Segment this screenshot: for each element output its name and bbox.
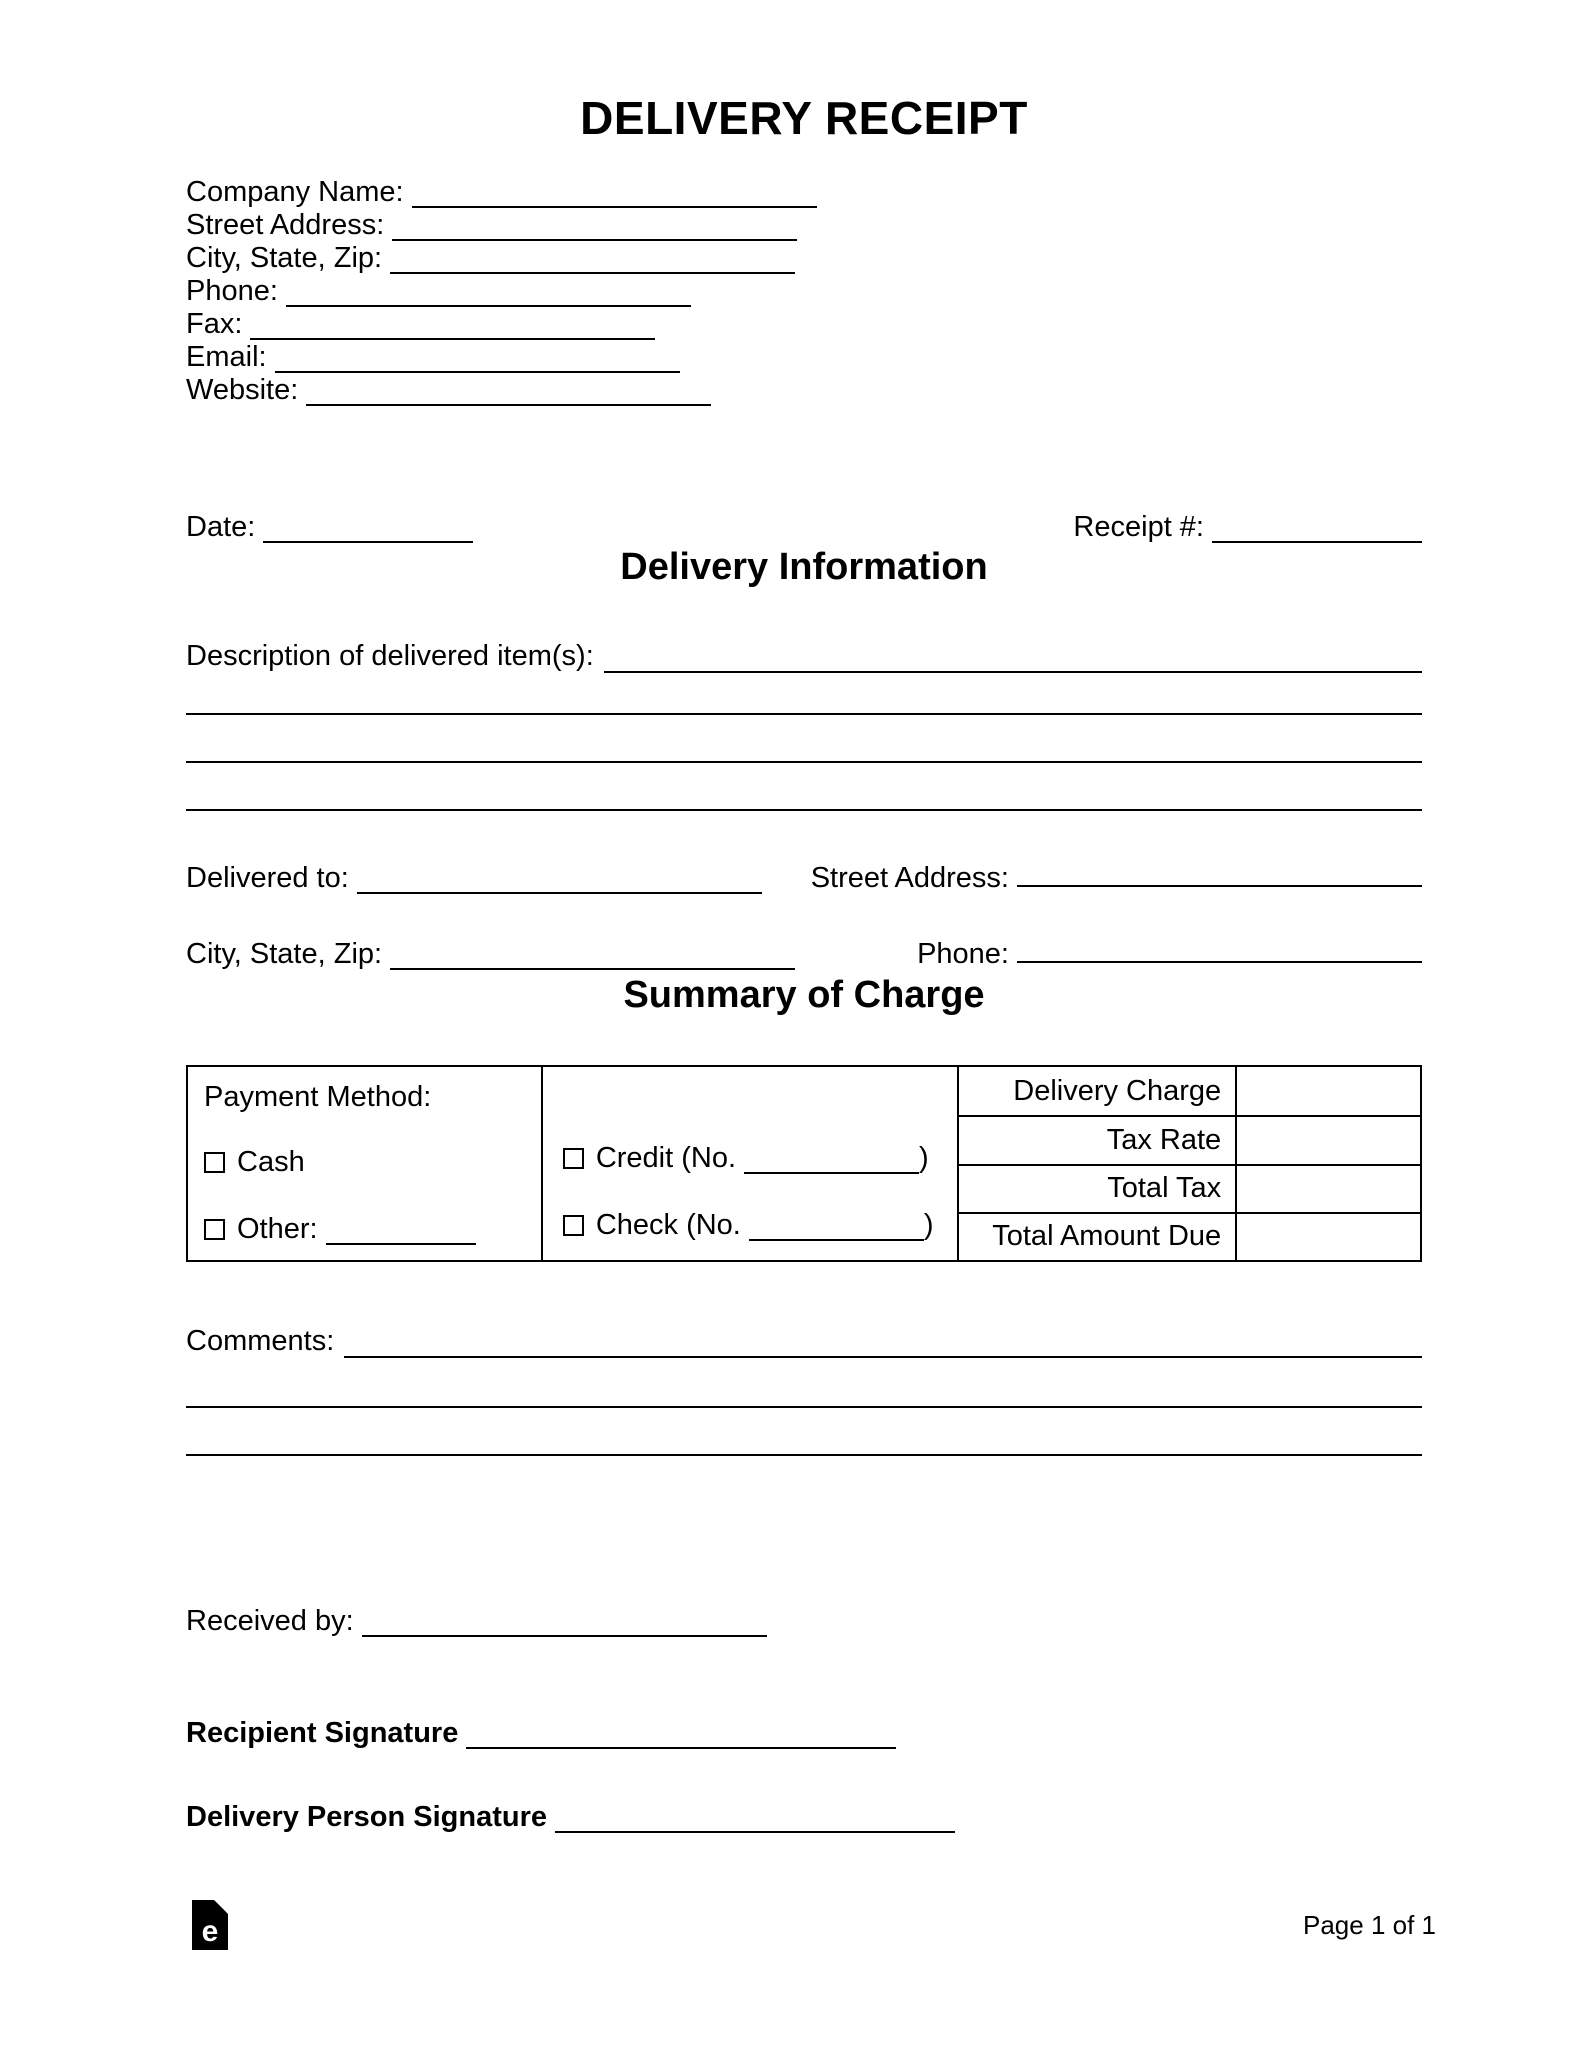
other-checkbox[interactable] <box>204 1219 225 1240</box>
delivery-person-signature-row <box>186 1797 1422 1837</box>
company-phone-label: Phone: <box>186 275 278 307</box>
company-city-state-zip-input-line[interactable] <box>390 246 795 274</box>
company-info-section <box>186 176 1422 407</box>
company-street-address-label: Street Address: <box>186 209 385 241</box>
company-fax-label: Fax: <box>186 308 243 340</box>
received-by-label: Received by: <box>186 1605 354 1637</box>
eforms-logo-letter: e <box>201 1915 219 1948</box>
delivery-person-signature-label: Delivery Person Signature <box>186 1801 548 1833</box>
delivery-street-address-input-line[interactable] <box>1017 859 1422 887</box>
other-label: Other: <box>237 1213 318 1245</box>
description-line-3[interactable] <box>186 715 1422 763</box>
tax-rate-value[interactable] <box>1235 1115 1420 1163</box>
date-receipt-row <box>186 509 1422 545</box>
page-title: DELIVERY RECEIPT <box>580 92 1028 144</box>
page-footer <box>192 1900 1436 1950</box>
other-option <box>204 1213 541 1246</box>
credit-label-suffix: ) <box>919 1142 929 1174</box>
receipt-number-group <box>1073 509 1422 545</box>
total-tax-value[interactable] <box>1235 1164 1420 1212</box>
company-street-address-input-line[interactable] <box>392 213 797 241</box>
credit-option <box>563 1142 957 1175</box>
comments-row <box>186 1322 1422 1360</box>
cash-label: Cash <box>237 1146 305 1178</box>
check-checkbox[interactable] <box>563 1215 584 1236</box>
description-line-2[interactable] <box>186 675 1422 715</box>
delivery-city-state-zip-input-line[interactable] <box>390 942 795 970</box>
page-indicator: Page 1 of 1 <box>1303 1909 1436 1940</box>
delivery-phone-group <box>795 935 1422 973</box>
delivery-charge-value[interactable] <box>1235 1067 1420 1115</box>
company-name-label: Company Name: <box>186 176 404 208</box>
description-row <box>186 637 1422 675</box>
other-input-line[interactable] <box>326 1217 476 1245</box>
delivery-street-address-label: Street Address: <box>810 862 1009 894</box>
received-by-input-line[interactable] <box>362 1609 767 1637</box>
payment-method-cell <box>188 1067 543 1260</box>
delivery-phone-label: Phone: <box>917 938 1009 970</box>
credit-label: Credit (No. <box>595 1142 737 1174</box>
company-email-row <box>186 341 1422 374</box>
comments-input-line[interactable] <box>344 1322 1422 1358</box>
receipt-number-label: Receipt #: <box>1073 511 1204 543</box>
delivery-city-state-zip-group <box>186 935 795 973</box>
tax-rate-label: Tax Rate <box>959 1115 1235 1163</box>
delivery-phone-input-line[interactable] <box>1017 935 1422 963</box>
company-website-input-line[interactable] <box>306 378 711 406</box>
date-label: Date: <box>186 511 256 543</box>
company-phone-input-line[interactable] <box>286 279 691 307</box>
description-line-4[interactable] <box>186 763 1422 811</box>
company-email-label: Email: <box>186 341 267 373</box>
check-label-suffix: ) <box>923 1209 934 1241</box>
received-by-row <box>186 1601 1422 1641</box>
cash-checkbox[interactable] <box>204 1152 225 1173</box>
total-tax-label: Total Tax <box>959 1164 1235 1212</box>
delivered-to-row <box>186 859 1422 897</box>
recipient-signature-row <box>186 1713 1422 1753</box>
description-extra-lines <box>186 675 1422 811</box>
company-fax-row <box>186 308 1422 341</box>
eforms-logo <box>192 1900 228 1950</box>
company-street-address-row <box>186 209 1422 242</box>
recipient-signature-label: Recipient Signature <box>186 1717 459 1749</box>
company-fax-input-line[interactable] <box>250 312 655 340</box>
delivery-city-state-zip-label: City, State, Zip: <box>186 938 383 970</box>
company-email-input-line[interactable] <box>275 345 680 373</box>
comments-extra-lines <box>186 1360 1422 1456</box>
credit-check-cell <box>543 1067 959 1260</box>
description-input-line[interactable] <box>604 637 1422 673</box>
delivery-street-address-group <box>762 859 1422 897</box>
comments-label: Comments: <box>186 1325 335 1357</box>
delivered-to-label: Delivered to: <box>186 862 349 894</box>
company-website-label: Website: <box>186 374 299 406</box>
check-option <box>563 1209 957 1242</box>
delivered-to-input-line[interactable] <box>357 866 762 894</box>
date-group <box>186 509 473 545</box>
company-name-input-line[interactable] <box>412 180 817 208</box>
credit-checkbox[interactable] <box>563 1148 584 1169</box>
recipient-signature-input-line[interactable] <box>466 1721 896 1749</box>
delivered-to-group <box>186 859 762 897</box>
date-input-line[interactable] <box>263 515 473 543</box>
comments-line-3[interactable] <box>186 1408 1422 1456</box>
company-city-state-zip-label: City, State, Zip: <box>186 242 383 274</box>
receipt-number-input-line[interactable] <box>1212 515 1422 543</box>
delivery-person-signature-input-line[interactable] <box>555 1805 955 1833</box>
cash-option <box>204 1146 541 1179</box>
delivery-information-heading: Delivery Information <box>620 546 988 588</box>
total-amount-due-label: Total Amount Due <box>959 1212 1235 1260</box>
company-website-row <box>186 374 1422 407</box>
description-label: Description of delivered item(s): <box>186 640 594 672</box>
company-name-row <box>186 176 1422 209</box>
comments-line-2[interactable] <box>186 1360 1422 1408</box>
delivery-city-phone-row <box>186 935 1422 973</box>
delivery-charge-label: Delivery Charge <box>1013 1074 1222 1107</box>
payment-method-label: Payment Method: <box>204 1081 432 1113</box>
total-amount-due-value[interactable] <box>1235 1212 1420 1260</box>
summary-of-charge-heading: Summary of Charge <box>623 974 985 1016</box>
summary-of-charge-table <box>186 1065 1422 1262</box>
check-label: Check (No. <box>595 1209 741 1241</box>
company-city-state-zip-row <box>186 242 1422 275</box>
company-phone-row <box>186 275 1422 308</box>
check-number-input-line[interactable] <box>749 1213 924 1241</box>
credit-number-input-line[interactable] <box>744 1146 919 1174</box>
